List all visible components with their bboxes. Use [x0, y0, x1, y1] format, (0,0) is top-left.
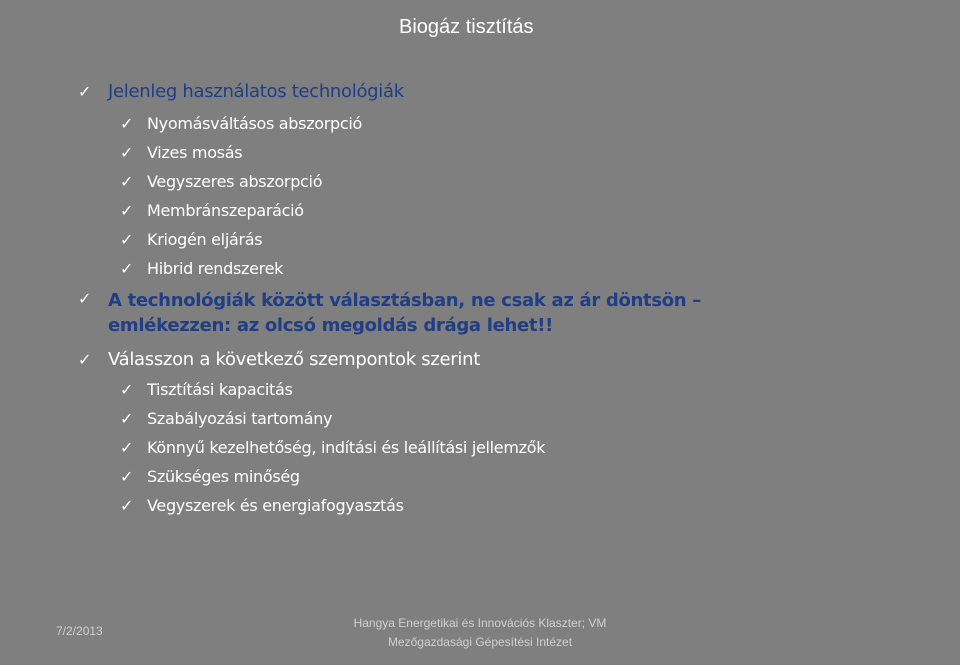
bullet-text: Könnyű kezelhetőség, indítási és leállítási jellemzők: [147, 438, 546, 457]
list-item: [120, 142, 242, 164]
checkmark-icon: ✓: [120, 467, 134, 486]
checkmark-icon: ✓: [78, 350, 92, 369]
list-item: [120, 437, 545, 459]
bullet-text: Vizes mosás: [147, 143, 243, 162]
list-item: [120, 379, 293, 401]
list-item: [120, 466, 300, 488]
list-item: [120, 200, 304, 222]
bullet-text: Hibrid rendszerek: [147, 259, 284, 278]
checkmark-icon: ✓: [78, 82, 92, 101]
bullet-text: Kriogén eljárás: [147, 230, 263, 249]
footer-org-line1: Hangya Energetikai és Innovációs Klaszter; VM: [353, 616, 607, 630]
list-item: [78, 81, 404, 103]
checkmark-icon: ✓: [120, 409, 134, 428]
list-item: [120, 113, 362, 135]
footer-org-line2: Mezőgazdasági Gépesítési Intézet: [387, 635, 573, 649]
list-item: [120, 171, 322, 193]
checkmark-icon: ✓: [120, 438, 134, 457]
bullet-text: A technológiák között választásban, ne csak az ár döntsön – emlékezzen: az olcsó megoldás drága lehet!!: [108, 290, 701, 336]
checkmark-icon: ✓: [120, 496, 134, 515]
bullet-text: Vegyszeres abszorpció: [147, 172, 323, 191]
checkmark-icon: ✓: [120, 172, 134, 191]
footer-organization: [280, 614, 680, 652]
list-item: [120, 495, 404, 517]
slide-title: Biogáz tisztítás: [399, 16, 534, 38]
list-item: [120, 408, 332, 430]
bullet-text: Nyomásváltásos abszorpció: [147, 114, 363, 133]
bullet-text: Vegyszerek és energiafogyasztás: [147, 496, 404, 515]
checkmark-icon: ✓: [78, 289, 92, 308]
list-item: [120, 258, 283, 280]
bullet-text: Jelenleg használatos technológiák: [108, 81, 404, 102]
list-item: [120, 229, 262, 251]
checkmark-icon: ✓: [120, 114, 134, 133]
checkmark-icon: ✓: [120, 201, 134, 220]
list-item: [78, 288, 748, 338]
checkmark-icon: ✓: [120, 143, 134, 162]
bullet-text: Szabályozási tartomány: [147, 409, 333, 428]
bullet-text: Szükséges minőség: [147, 467, 300, 486]
bullet-text: Válasszon a következő szempontok szerint: [108, 349, 480, 370]
list-item: [78, 349, 480, 371]
checkmark-icon: ✓: [120, 380, 134, 399]
bullet-text: Membránszeparáció: [147, 201, 304, 220]
checkmark-icon: ✓: [120, 230, 134, 249]
bullet-text: Tisztítási kapacitás: [147, 380, 293, 399]
checkmark-icon: ✓: [120, 259, 134, 278]
footer-date: 7/2/2013: [56, 624, 103, 638]
